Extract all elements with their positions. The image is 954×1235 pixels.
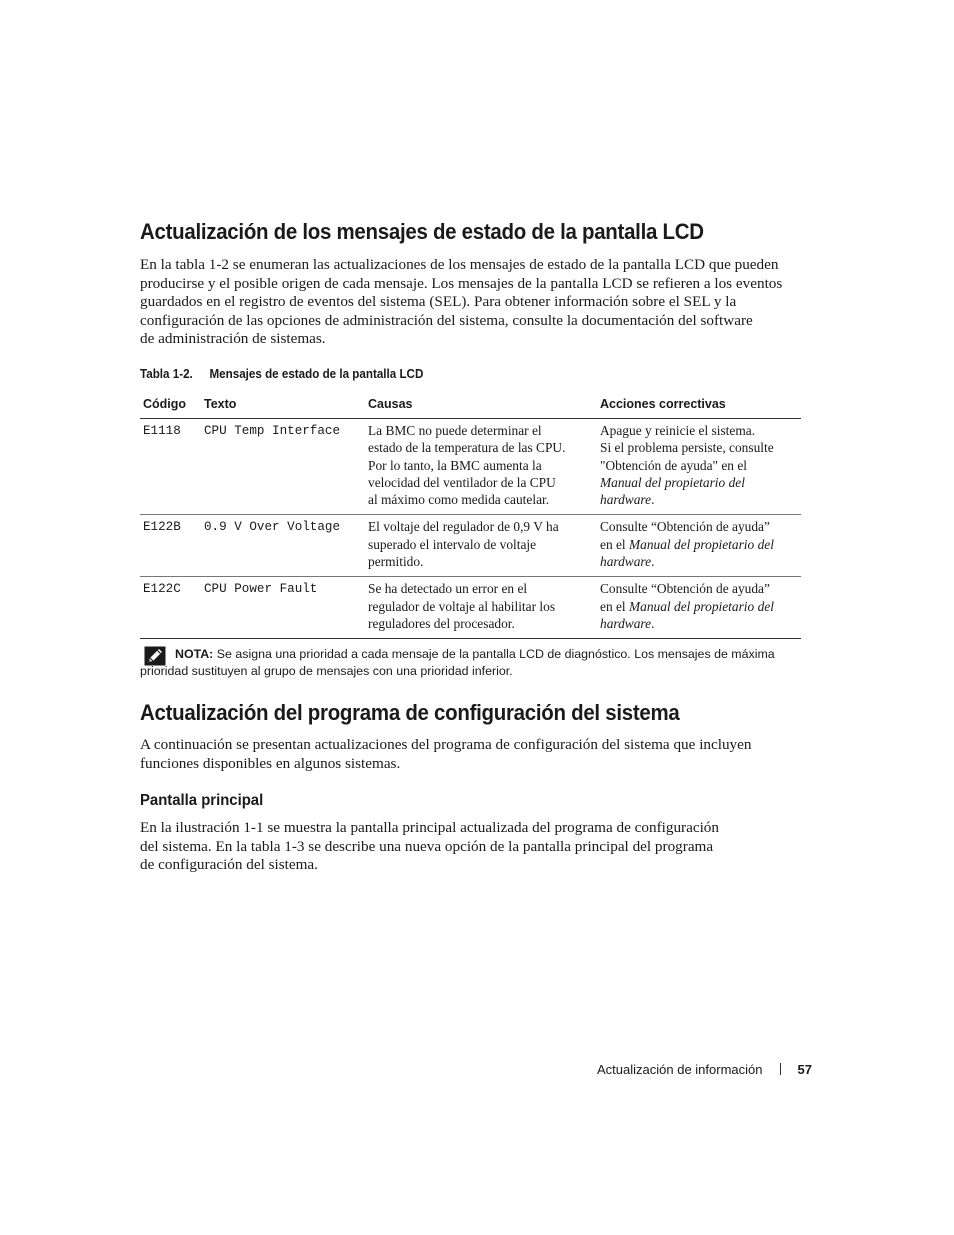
- note-label: NOTA:: [175, 647, 214, 661]
- table-row: [140, 419, 801, 515]
- cell-text: CPU Power Fault: [201, 577, 365, 639]
- column-header-actions: Acciones correctivas: [597, 393, 801, 419]
- cell-causes: La BMC no puede determinar el estado de la temperatura de las CPU. Por lo tanto, la BMC aumenta la velocidad del ventilador de la CPU al máximo como medida cautelar.: [365, 419, 597, 515]
- cell-text: CPU Temp Interface: [201, 419, 365, 515]
- footer-divider: [780, 1063, 781, 1075]
- column-header-code: Código: [140, 393, 201, 419]
- column-header-text: Texto: [201, 393, 365, 419]
- cell-actions: Consulte “Obtención de ayuda” en el Manual del propietario del hardware.: [597, 515, 801, 577]
- column-header-causes: Causas: [365, 393, 597, 419]
- main-screen-paragraph: En la ilustración 1-1 se muestra la pantalla principal actualizada del programa de configuración del sistema. En la tabla 1-3 se describe una nueva opción de la pantalla principal del programa de configuración del sistema.: [140, 819, 719, 874]
- footer-section-title: Actualización de información: [597, 1062, 763, 1077]
- intro-paragraph: En la tabla 1-2 se enumeran las actualizaciones de los mensajes de estado de la pantalla LCD que pueden producirse y el posible origen de cada mensaje. Los mensajes de la pantalla LCD se refieren a los eventos guardados en el registro de eventos del sistema (SEL). Para obtener información sobre el SEL y la configuración de las opciones de administración del sistema, consulte la documentación del software de administración de sistemas.: [140, 256, 783, 348]
- table-caption-label: Tabla 1-2.: [140, 367, 193, 381]
- setup-paragraph: A continuación se presentan actualizaciones del programa de configuración del sistema que incluyen funciones disponibles en algunos sistemas.: [140, 736, 752, 772]
- page-footer: [597, 1062, 812, 1077]
- cell-code: E122B: [140, 515, 201, 577]
- table-row: [140, 515, 801, 577]
- table-header-row: [140, 393, 801, 419]
- section-heading-setup-program: Actualización del programa de configuración del sistema: [140, 700, 680, 725]
- cell-code: E1118: [140, 419, 201, 515]
- table-caption: [140, 367, 423, 381]
- cell-code: E122C: [140, 577, 201, 639]
- cell-causes: El voltaje del regulador de 0,9 V ha superado el intervalo de voltaje permitido.: [365, 515, 597, 577]
- cell-actions: Consulte “Obtención de ayuda” en el Manual del propietario del hardware.: [597, 577, 801, 639]
- lcd-status-table: [140, 393, 801, 639]
- cell-causes: Se ha detectado un error en el regulador de voltaje al habilitar los reguladores del procesador.: [365, 577, 597, 639]
- cell-text: 0.9 V Over Voltage: [201, 515, 365, 577]
- subsection-heading-main-screen: Pantalla principal: [140, 792, 264, 809]
- table-caption-title: Mensajes de estado de la pantalla LCD: [209, 367, 424, 381]
- note-text: NOTA: Se asigna una prioridad a cada mensaje de la pantalla LCD de diagnóstico. Los mensajes de máxima prioridad sustituyen al grupo de mensajes con una prioridad inferior.: [140, 647, 775, 679]
- section-heading-lcd-messages: Actualización de los mensajes de estado de la pantalla LCD: [140, 219, 704, 244]
- cell-actions: Apague y reinicie el sistema. Si el problema persiste, consulte "Obtención de ayuda" en el Manual del propietario del hardware.: [597, 419, 801, 515]
- page-number: 57: [797, 1062, 812, 1077]
- table-row: [140, 577, 801, 639]
